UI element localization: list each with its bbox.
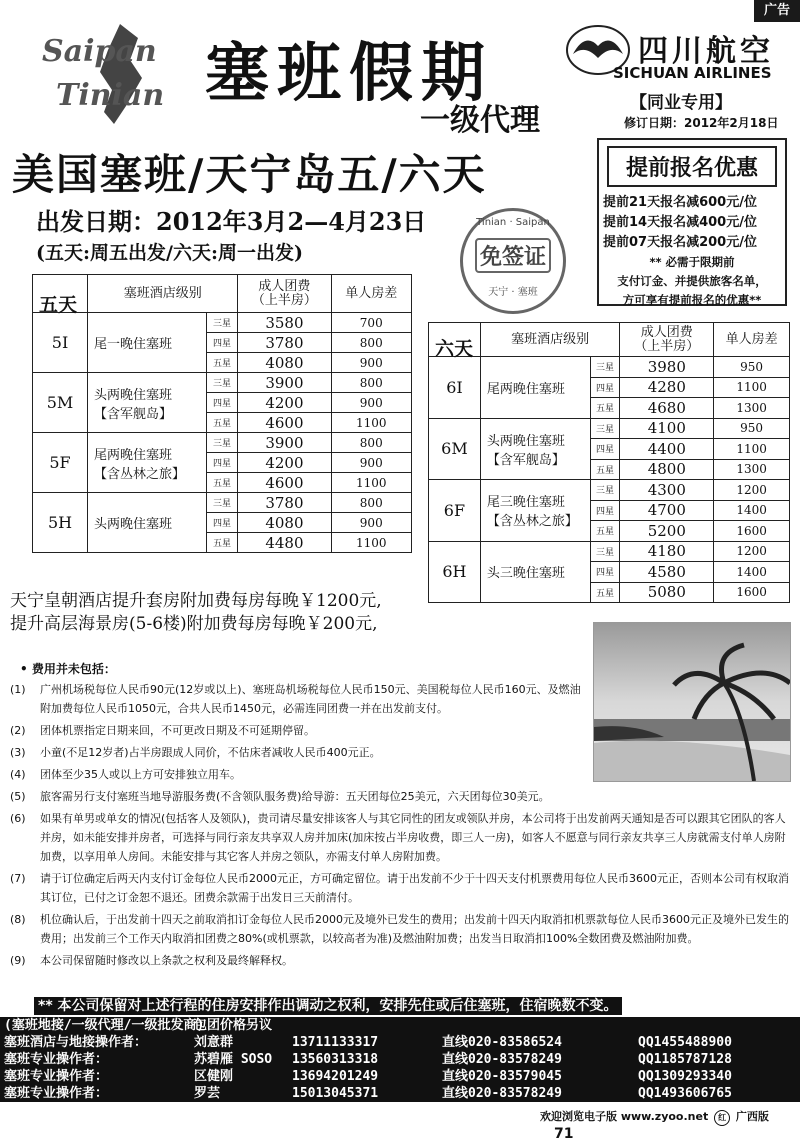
tour-code: 6M — [429, 418, 481, 480]
single-supplement: 900 — [331, 353, 411, 373]
tour-code: 5I — [33, 313, 88, 373]
promo-title: 提前报名优惠 — [607, 146, 777, 187]
hotel-star-level: 五星 — [206, 473, 238, 493]
contact-cell: QQ1493606765 — [638, 1086, 732, 1101]
fee-number: (7) — [10, 872, 26, 885]
promo-line: 提前14天报名减400元/位 — [603, 215, 757, 230]
adult-price: 3900 — [238, 373, 331, 393]
fees-excluded-title: • 费用并未包括： — [20, 662, 116, 676]
contact-cell: 塞班专业操作者： — [4, 1069, 109, 1084]
fee-item — [10, 910, 790, 948]
adult-price: 4200 — [238, 453, 331, 473]
contact-cell: 直线020-83586524 — [442, 1035, 562, 1050]
contact-row — [0, 1068, 800, 1085]
adult-price: 4200 — [238, 393, 331, 413]
hotel-star-level: 四星 — [206, 513, 238, 533]
fee-item — [10, 787, 790, 806]
fee-item — [10, 765, 790, 784]
adult-price: 4680 — [620, 398, 714, 419]
contact-row — [0, 1051, 800, 1068]
hotel-arrangement — [88, 433, 207, 493]
adult-price: 4480 — [238, 533, 331, 553]
single-supplement: 800 — [331, 373, 411, 393]
hotel-arrangement-line: 尾两晚住塞班 — [486, 381, 565, 397]
hotel-star-level: 四星 — [590, 439, 620, 460]
contact-row — [0, 1017, 800, 1034]
table-row — [429, 480, 790, 501]
departure-days-note: (五天:周五出发/六天:周一出发) — [36, 242, 303, 264]
five-day-price-table — [32, 274, 412, 553]
trade-only-tag: 【同业专用】 — [630, 93, 732, 113]
single-supplement: 1100 — [331, 413, 411, 433]
adult-price: 3900 — [238, 433, 331, 453]
tour-code: 5H — [33, 493, 88, 553]
hotel-arrangement — [480, 418, 590, 480]
stamp-top-text: Tinian · Saipan — [476, 217, 550, 228]
fee-item — [10, 809, 790, 866]
single-supplement: 1100 — [714, 377, 790, 398]
adult-price: 3780 — [238, 493, 331, 513]
fee-number: (5) — [10, 790, 26, 803]
tour-code: 5F — [33, 433, 88, 493]
stamp-main-text: 免签证 — [475, 238, 551, 273]
contact-cell: (塞班地接/一级代理/一级批发商) — [4, 1018, 205, 1033]
contact-cell: 13711133317 — [292, 1035, 379, 1050]
hotel-arrangement — [88, 313, 207, 373]
contact-cell — [292, 1017, 442, 1034]
hotel-star-level: 五星 — [206, 353, 238, 373]
table-row — [33, 493, 412, 513]
fee-number: (8) — [10, 913, 26, 926]
fee-number: (3) — [10, 746, 26, 759]
adult-price: 4180 — [620, 541, 714, 562]
table-row — [33, 433, 412, 453]
contact-cell: QQ1455488900 — [638, 1035, 732, 1050]
hotel-star-level: 五星 — [590, 459, 620, 480]
contact-cell: 直线020-83578249 — [442, 1052, 562, 1067]
single-supplement: 1600 — [714, 521, 790, 542]
col-header-single: 单人房差 — [714, 323, 790, 357]
single-supplement: 800 — [331, 493, 411, 513]
hotel-star-level: 三星 — [206, 373, 238, 393]
adult-price: 4100 — [620, 418, 714, 439]
hotel-arrangement-line: 头两晚住塞班 — [94, 517, 173, 532]
fee-text: 团体至少35人或以上方可安排独立用车。 — [40, 768, 241, 781]
single-supplement: 800 — [331, 433, 411, 453]
adult-price: 5200 — [620, 521, 714, 542]
page-number: 71 — [554, 1126, 574, 1142]
contact-cell: 15013045371 — [292, 1086, 379, 1101]
hotel-star-level: 三星 — [206, 313, 238, 333]
promo-line: 提前07天报名减200元/位 — [603, 235, 757, 250]
hotel-inclusion: 【含丛林之旅】 — [486, 514, 578, 530]
table-row — [33, 313, 412, 333]
promo-note: 方可享有提前报名的优惠** — [622, 293, 762, 307]
hotel-arrangement-line: 头两晚住塞班 — [94, 387, 173, 403]
hotel-arrangement-line: 尾三晚住塞班 — [486, 495, 565, 511]
table-row — [429, 541, 790, 562]
fee-text: 本公司保留随时修改以上条款之权利及最终解释权。 — [40, 954, 293, 967]
single-supplement: 1100 — [714, 439, 790, 460]
fee-item — [10, 743, 790, 762]
tour-code: 6F — [429, 480, 481, 542]
contact-row — [0, 1085, 800, 1102]
single-supplement: 1100 — [331, 533, 411, 553]
single-supplement: 1300 — [714, 459, 790, 480]
fee-number: (2) — [10, 724, 26, 737]
promo-line: 提前21天报名减600元/位 — [603, 195, 757, 210]
hotel-arrangement — [480, 480, 590, 542]
hotel-star-level: 五星 — [590, 398, 620, 419]
fees-list — [10, 680, 790, 973]
contact-cell: 13560313318 — [292, 1052, 379, 1067]
upgrade-line: 提升高层海景房(5-6楼)附加费每房每晚￥200元, — [10, 614, 378, 634]
contact-cell — [442, 1017, 638, 1034]
tour-code: 6I — [429, 357, 481, 419]
single-supplement: 1200 — [714, 480, 790, 501]
table-row — [429, 357, 790, 378]
contact-cell: 区健刚 — [194, 1069, 234, 1084]
adult-price: 4300 — [620, 480, 714, 501]
hotel-star-level: 三星 — [206, 433, 238, 453]
adult-price: 4800 — [620, 459, 714, 480]
col-header-price: 成人团费 （上半房） — [620, 323, 714, 357]
logo-saipan-text: Saipan — [42, 34, 157, 69]
single-supplement: 1400 — [714, 500, 790, 521]
table-row — [429, 418, 790, 439]
hotel-arrangement — [88, 373, 207, 433]
hotel-star-level: 三星 — [590, 418, 620, 439]
adult-price: 5080 — [620, 582, 714, 603]
fee-text: 旅客需另行支付塞班当地导游服务费(不含领队服务费)给导游：五天团每位25美元，六天团每位30美元。 — [40, 790, 550, 803]
hotel-arrangement-line: 尾两晚住塞班 — [94, 447, 173, 463]
adult-price: 3780 — [238, 333, 331, 353]
tour-code: 6H — [429, 541, 481, 603]
contact-cell: 13694201249 — [292, 1069, 379, 1084]
hotel-star-level: 三星 — [206, 493, 238, 513]
col-header-single: 单人房差 — [331, 275, 411, 313]
promo-note: 支付订金、并提供旅客名单， — [617, 274, 767, 288]
contact-cell: QQ1185787128 — [638, 1052, 732, 1067]
fee-text: 请于订位确定后两天内支付订金每位人民币2000元正，方可确定留位。请于出发前不少于十四天支付机票费用每位人民币3600元正，否则本公司有权取消其订位，已付之订金恕不退还。团费余款需于出发日三天前清付。 — [40, 872, 789, 904]
airline-name-cn: 四川航空 — [638, 34, 774, 69]
adult-price: 4600 — [238, 413, 331, 433]
hotel-star-level: 四星 — [206, 393, 238, 413]
contact-cell: 直线020-83579045 — [442, 1069, 562, 1084]
hotel-star-level: 五星 — [590, 582, 620, 603]
hotel-star-level: 三星 — [590, 357, 620, 378]
contact-cell — [638, 1017, 798, 1034]
hotel-inclusion: 【含丛林之旅】 — [94, 466, 186, 482]
footer-edition: 广西版 — [735, 1110, 769, 1123]
col-header-hotel: 塞班酒店级别 — [88, 275, 238, 313]
fee-item — [10, 680, 790, 718]
adult-price: 4700 — [620, 500, 714, 521]
logo-tinian-text: Tinian — [56, 78, 165, 113]
adult-price: 4280 — [620, 377, 714, 398]
fee-item — [10, 869, 790, 907]
single-supplement: 900 — [331, 393, 411, 413]
hotel-arrangement — [480, 541, 590, 603]
route-title: 美国塞班/天宁岛五/六天 — [12, 150, 487, 199]
fee-item — [10, 721, 790, 740]
adult-price: 4400 — [620, 439, 714, 460]
ad-label: 广告 — [754, 0, 800, 22]
fee-number: (1) — [10, 683, 26, 696]
hotel-arrangement-line: 头三晚住塞班 — [486, 566, 565, 582]
single-supplement: 700 — [331, 313, 411, 333]
fee-item — [10, 951, 790, 970]
single-supplement: 1400 — [714, 562, 790, 583]
early-booking-box — [597, 138, 787, 306]
promo-note: ** 必需于限期前 — [649, 255, 735, 269]
upgrade-line: 天宁皇朝酒店提升套房附加费每房每晚￥1200元, — [10, 591, 382, 611]
hotel-arrangement-line: 头两晚住塞班 — [486, 433, 565, 449]
hotel-inclusion: 【含军舰岛】 — [486, 452, 565, 468]
hotel-star-level: 四星 — [590, 562, 620, 583]
contact-cell: 刘意群 — [194, 1035, 234, 1050]
contact-cell: 塞班酒店与地接操作者： — [4, 1035, 148, 1050]
table-corner-label: 五天 — [33, 275, 88, 313]
adult-price: 4600 — [238, 473, 331, 493]
agent-level: 一级代理 — [420, 103, 540, 138]
hotel-star-level: 四星 — [206, 333, 238, 353]
hotel-arrangement — [88, 493, 207, 553]
single-supplement: 1200 — [714, 541, 790, 562]
fee-number: (6) — [10, 812, 26, 825]
contact-row — [0, 1034, 800, 1051]
hotel-star-level: 三星 — [590, 541, 620, 562]
single-supplement: 950 — [714, 418, 790, 439]
hotel-star-level: 四星 — [206, 453, 238, 473]
contact-cell: 苏碧雁 SOSO — [194, 1052, 273, 1067]
hotel-inclusion: 【含军舰岛】 — [94, 406, 173, 422]
fee-text: 广州机场税每位人民币90元(12岁或以上)、塞班岛机场税每位人民币150元、美国税每位人民币160元、及燃油附加费每位人民币1050元，合共人民币1450元，必需连同团费一并在出发前支付。 — [40, 683, 581, 715]
fee-text: 小童(不足12岁者)占半房跟成人同价，不估床者减收人民币400元正。 — [40, 746, 381, 759]
single-supplement: 1600 — [714, 582, 790, 603]
hotel-star-level: 五星 — [206, 533, 238, 553]
single-supplement: 1100 — [331, 473, 411, 493]
col-header-price: 成人团费 （上半房） — [238, 275, 331, 313]
fee-number: (4) — [10, 768, 26, 781]
six-day-price-table — [428, 322, 790, 603]
hotel-upgrade-note — [10, 590, 382, 636]
contacts-block — [0, 1017, 800, 1102]
fee-text: 机位确认后，于出发前十四天之前取消扣订金每位人民币2000元及境外已发生的费用；出发前十四天内取消扣机票款每位人民币3600元正及境外已发生的费用；出发前三个工作天内取消扣团费之80%(或机票款，以较高者为准)及燃油附加费；出发当日取消扣100%全数团费及燃油附加费。 — [40, 913, 789, 945]
fee-text: 团体机票指定日期来回，不可更改日期及不可延期停留。 — [40, 724, 315, 737]
contact-cell: 塞班专业操作者： — [4, 1052, 109, 1067]
contact-cell: 罗芸 — [194, 1086, 221, 1101]
contact-cell: 直线020-83578249 — [442, 1086, 562, 1101]
single-supplement: 1300 — [714, 398, 790, 419]
page-title: 塞班假期 — [205, 36, 493, 111]
adult-price: 4080 — [238, 353, 331, 373]
single-supplement: 950 — [714, 357, 790, 378]
visa-free-stamp — [460, 208, 566, 314]
hotel-star-level: 四星 — [590, 500, 620, 521]
tour-code: 5M — [33, 373, 88, 433]
departure-dates: 出发日期：2012年3月2—4月23日 — [36, 207, 427, 236]
rights-notice: ** 本公司保留对上述行程的住房安排作出调动之权利，安排先住或后住塞班，住宿晚数不变。 — [34, 997, 622, 1015]
hotel-star-level: 四星 — [590, 377, 620, 398]
fee-text: 如果有单男或单女的情况(包括客人及领队)，贵司请尽量安排该客人与其它同性的团友或领队并房，本公司将于出发前两天通知是否可以跟其它团队的客人并房，如未能安排并房者，可选择与同行亲友共享双人房并加床(加床按占半房收费，即三人一房)，如客人不愿意与同行亲友共享三人房就需支付单人房附加费，以享用单人房间。未能安排与其它客人并房之领队，亦需支付单人房附加费。 — [40, 812, 786, 863]
saipan-tinian-logo — [42, 20, 192, 130]
airline-name-en: SICHUAN AIRLINES — [613, 64, 772, 82]
hotel-star-level: 五星 — [590, 521, 620, 542]
table-row — [33, 373, 412, 393]
adult-price: 4580 — [620, 562, 714, 583]
single-supplement: 900 — [331, 453, 411, 473]
fee-number: (9) — [10, 954, 26, 967]
single-supplement: 800 — [331, 333, 411, 353]
hotel-arrangement — [480, 357, 590, 419]
adult-price: 4080 — [238, 513, 331, 533]
col-header-hotel: 塞班酒店级别 — [480, 323, 620, 357]
footer-text: 欢迎浏览电子版 www.zyoo.net — [540, 1110, 709, 1123]
page-footer — [540, 1108, 800, 1142]
adult-price: 3580 — [238, 313, 331, 333]
contact-cell: 包团价格另议 — [194, 1018, 273, 1033]
hotel-star-level: 五星 — [206, 413, 238, 433]
contact-cell: QQ1309293340 — [638, 1069, 732, 1084]
stamp-bottom-text: 天宁 · 塞班 — [488, 287, 538, 298]
footer-badge: 红 — [714, 1110, 730, 1126]
revised-date: 修订日期：2012年2月18日 — [624, 116, 779, 130]
hotel-star-level: 三星 — [590, 480, 620, 501]
contact-cell: 塞班专业操作者： — [4, 1086, 109, 1101]
hotel-arrangement-line: 尾一晚住塞班 — [94, 337, 173, 352]
single-supplement: 900 — [331, 513, 411, 533]
adult-price: 3980 — [620, 357, 714, 378]
table-corner-label: 六天 — [429, 323, 481, 357]
